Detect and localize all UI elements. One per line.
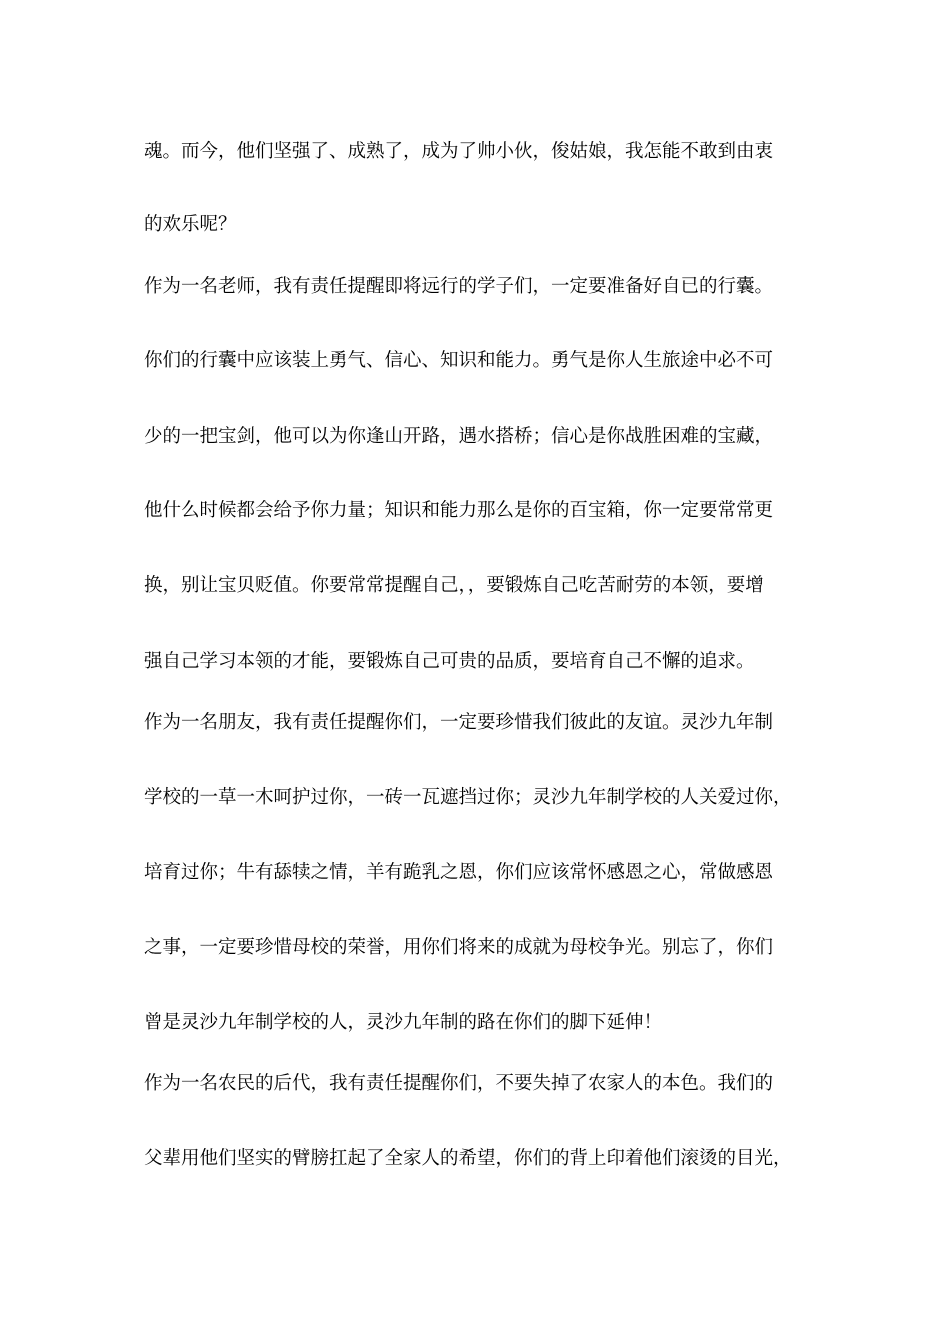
- text-line: 父辈用他们坚实的臂膀扛起了全家人的希望，你们的背上印着他们滚烫的目光，: [144, 1148, 792, 1169]
- text-line: 作为一名朋友，我有责任提醒你们，一定要珍惜我们彼此的友谊。灵沙九年制: [144, 712, 774, 733]
- text-line: 魂。而今，他们坚强了、成熟了，成为了帅小伙，俊姑娘，我怎能不敢到由衷: [144, 141, 774, 162]
- text-line: 你们的行囊中应该装上勇气、信心、知识和能力。勇气是你人生旅途中必不可: [144, 350, 774, 371]
- text-line: 培育过你；牛有舔犊之情，羊有跪乳之恩，你们应该常怀感恩之心，常做感恩: [144, 862, 774, 883]
- text-line: 的欢乐呢？: [144, 214, 237, 235]
- text-line: 作为一名农民的后代，我有责任提醒你们，不要失掉了农家人的本色。我们的: [144, 1073, 774, 1094]
- text-line: 他什么时候都会给予你力量；知识和能力那么是你的百宝箱，你一定要常常更: [144, 500, 774, 521]
- text-line: 作为一名老师，我有责任提醒即将远行的学子们，一定要准备好自已的行囊。: [144, 276, 774, 297]
- text-line: 之事，一定要珍惜母校的荣誉，用你们将来的成就为母校争光。别忘了，你们: [144, 937, 774, 958]
- text-line: 少的一把宝剑，他可以为你逢山开路，遇水搭桥；信心是你战胜困难的宝藏，: [144, 426, 774, 447]
- text-line: 学校的一草一木呵护过你，一砖一瓦遮挡过你；灵沙九年制学校的人关爱过你，: [144, 787, 792, 808]
- text-line: 曾是灵沙九年制学校的人，灵沙九年制的路在你们的脚下延伸！: [144, 1012, 663, 1033]
- text-line: 强自己学习本领的才能，要锻炼自己可贵的品质，要培育自己不懈的追求。: [144, 651, 755, 672]
- text-line: 换，别让宝贝贬值。你要常常提醒自己，，要锻炼自己吃苦耐劳的本领，要增: [144, 575, 764, 596]
